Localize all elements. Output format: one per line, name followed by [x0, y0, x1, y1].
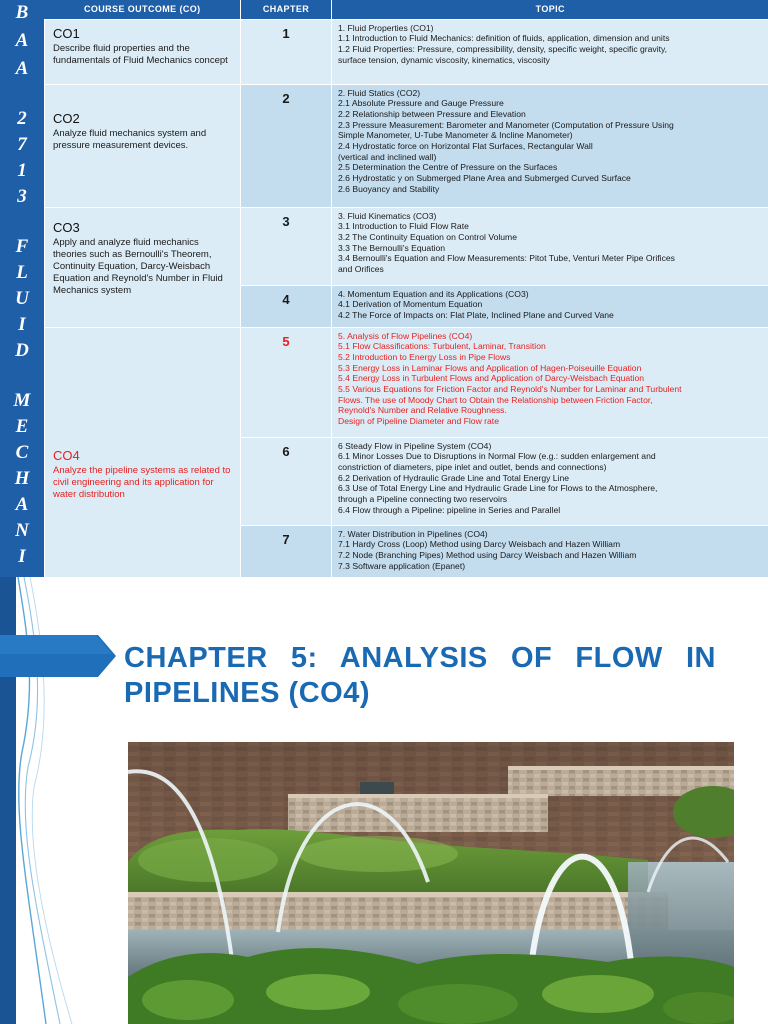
topic-line: 1. Fluid Properties (CO1) — [338, 22, 434, 33]
topic-cell — [332, 84, 768, 207]
topic-line: 3.2 The Continuity Equation on Control Volume — [338, 231, 517, 242]
topic-line: (vertical and inclined wall) — [338, 151, 437, 162]
topic-line: through a Pipeline connecting two reservoirs — [338, 494, 508, 505]
topic-line: surface tension, dynamic viscosity, kinematics, viscosity — [338, 54, 550, 65]
topic-line: Reynold's Number and Relative Roughness. — [338, 405, 507, 416]
topic-line: 2.4 Hydrostatic force on Horizontal Flat Surfaces, Rectangular Wall — [338, 141, 593, 152]
topic-cell — [332, 19, 768, 84]
topic-line: 5.1 Flow Classifications: Turbulent, Laminar, Transition — [338, 341, 546, 352]
topic-line: 2.6 Buoyancy and Stability — [338, 183, 440, 194]
co-description: Apply and analyze fluid mechanics theories such as Bernoulli's Theorem, Continuity Equation, Darcy-Weisbach Equation and Reynold's Number in Fluid Mechanics system — [53, 236, 223, 296]
topic-cell — [332, 285, 768, 327]
table-row — [45, 84, 768, 207]
side-letter: A — [15, 494, 29, 515]
co-description: Analyze fluid mechanics system and pressure measurement devices. — [53, 127, 207, 151]
topic-line: 6 Steady Flow in Pipeline System (CO4) — [338, 440, 492, 451]
table-header-row — [45, 0, 768, 19]
side-letter: U — [15, 288, 29, 309]
topic-cell — [332, 207, 768, 285]
topic-line: 5. Analysis of Flow Pipelines (CO4) — [338, 330, 473, 341]
table-row — [45, 207, 768, 285]
topic-line: 4.1 Derivation of Momentum Equation — [338, 299, 483, 310]
co1-cell — [45, 19, 241, 84]
side-letter: C — [15, 442, 29, 463]
chapter-number: 6 — [241, 437, 332, 525]
table-row — [45, 327, 768, 437]
side-letter: F — [15, 236, 29, 257]
side-letter: M — [13, 390, 31, 411]
course-outline-table — [44, 0, 768, 577]
co-code: CO4 — [53, 447, 80, 463]
topic-line: 5.5 Various Equations for Friction Factor and Reynold's Number for Laminar and Turbulent — [338, 384, 682, 395]
topic-cell — [332, 525, 768, 577]
topic-line: 2.1 Absolute Pressure and Gauge Pressure — [338, 98, 504, 109]
co-code: CO3 — [53, 219, 80, 235]
topic-line: 2.6 Hydrostatic y on Submerged Plane Area and Submerged Curved Surface — [338, 173, 631, 184]
side-letter: A — [15, 58, 29, 79]
topic-line: 6.2 Derivation of Hydraulic Grade Line and Total Energy Line — [338, 472, 570, 483]
side-letter: I — [18, 546, 26, 567]
topic-line: constriction of diameters, pipe inlet and outlet, bends and connections) — [338, 461, 607, 472]
topic-line: 5.4 Energy Loss in Turbulent Flows and Application of Darcy-Weisbach Equation — [338, 373, 645, 384]
chapter-number: 2 — [241, 84, 332, 207]
side-letter: L — [16, 262, 28, 283]
vertical-course-title — [0, 0, 44, 577]
topic-line: 6.1 Minor Losses Due to Disruptions in Normal Flow (e.g.: sudden enlargement and — [338, 451, 656, 462]
header-course-outcome: COURSE OUTCOME (CO) — [45, 0, 241, 19]
topic-line: 3.1 Introduction to Fluid Flow Rate — [338, 221, 469, 232]
topic-line: 2.5 Determination the Centre of Pressure on the Surfaces — [338, 162, 558, 173]
topic-line: 5.2 Introduction to Energy Loss in Pipe Flows — [338, 351, 511, 362]
side-letter: I — [18, 314, 26, 335]
topic-line: 3. Fluid Kinematics (CO3) — [338, 210, 437, 221]
topic-cell — [332, 437, 768, 525]
topic-line: 7.3 Software application (Epanet) — [338, 560, 466, 571]
side-letter: N — [15, 520, 29, 541]
chapter-title: CHAPTER 5: ANALYSIS OF FLOW IN PIPELINES (CO4) — [124, 642, 716, 709]
topic-line: 2. Fluid Statics (CO2) — [338, 87, 421, 98]
side-letter: 1 — [17, 160, 27, 181]
topic-line: Design of Pipeline Diameter and Flow rate — [338, 416, 499, 427]
topic-line: 4.2 The Force of Impacts on: Flat Plate, Inclined Plane and Curved Vane — [338, 309, 614, 320]
topic-line: 1.2 Fluid Properties: Pressure, compressibility, density, specific weight, specific gravity, — [338, 43, 668, 54]
chapter-arrow-tab — [0, 635, 116, 677]
topic-cell — [332, 327, 768, 437]
topic-line: Flows. The use of Moody Chart to Obtain the Relationship between Friction Factor, — [338, 394, 653, 405]
topic-line: 5.3 Energy Loss in Laminar Flows and Application of Hagen-Poiseuille Equation — [338, 362, 642, 373]
topic-line: 3.3 The Bernoulli's Equation — [338, 242, 446, 253]
chapter-number: 1 — [241, 19, 332, 84]
side-letter: A — [15, 30, 29, 51]
table-row — [45, 19, 768, 84]
side-letter: B — [15, 2, 29, 23]
topic-line: 7. Water Distribution in Pipelines (CO4) — [338, 528, 488, 539]
chapter-title-slide — [0, 577, 768, 1024]
side-letter: D — [15, 340, 29, 361]
co-code: CO2 — [53, 110, 80, 126]
header-chapter: CHAPTER — [241, 0, 332, 19]
side-letter: 7 — [17, 134, 27, 155]
topic-line: 3.4 Bernoulli's Equation and Flow Measurements: Pitot Tube, Venturi Meter Pipe Orifices — [338, 253, 675, 264]
topic-line: Simple Manometer, U-Tube Manometer & Incline Manometer) — [338, 130, 573, 141]
side-letter: E — [15, 416, 29, 437]
chapter-number: 7 — [241, 525, 332, 577]
fountain-photo — [128, 742, 734, 1024]
co2-cell — [45, 84, 241, 207]
chapter-number: 5 — [241, 327, 332, 437]
co4-cell — [45, 327, 241, 577]
co-description: Analyze the pipeline systems as related to civil engineering and its application for water distribution — [53, 464, 231, 500]
header-topic: TOPIC — [332, 0, 768, 19]
topic-line: 2.2 Relationship between Pressure and Elevation — [338, 108, 526, 119]
topic-line: 7.2 Node (Branching Pipes) Method using Darcy Weisbach and Hazen William — [338, 549, 637, 560]
side-letter: 2 — [17, 108, 27, 129]
topic-line: 2.3 Pressure Measurement: Barometer and Manometer (Computation of Pressure Using — [338, 119, 674, 130]
co-description: Describe fluid properties and the fundamentals of Fluid Mechanics concept — [53, 42, 228, 66]
topic-line: 7.1 Hardy Cross (Loop) Method using Darcy Weisbach and Hazen William — [338, 539, 621, 550]
topic-line: 6.3 Use of Total Energy Line and Hydraulic Grade Line for Flows to the Atmosphere, — [338, 483, 658, 494]
topic-line: 1.1 Introduction to Fluid Mechanics: definition of fluids, application, dimension and units — [338, 33, 670, 44]
co3-cell — [45, 207, 241, 327]
topic-line: 6.4 Flow through a Pipeline: pipeline in Series and Parallel — [338, 504, 561, 515]
co-code: CO1 — [53, 25, 80, 41]
chapter-number: 4 — [241, 285, 332, 327]
topic-line: and Orifices — [338, 264, 384, 275]
side-letter: 3 — [17, 186, 27, 207]
side-letter: H — [14, 468, 30, 489]
chapter-number: 3 — [241, 207, 332, 285]
topic-line: 4. Momentum Equation and its Applications (CO3) — [338, 288, 529, 299]
